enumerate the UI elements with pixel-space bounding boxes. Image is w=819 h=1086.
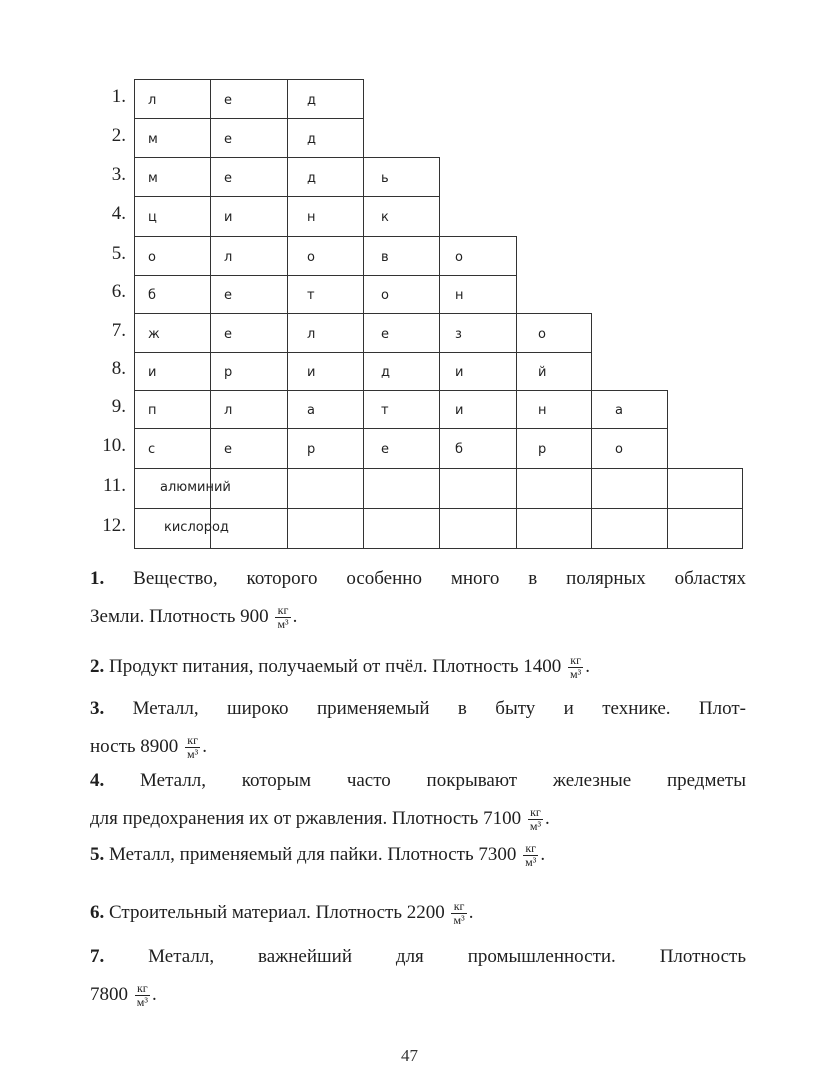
crossword-cell[interactable]	[134, 352, 211, 391]
crossword-cell[interactable]	[591, 390, 668, 429]
cell-letter: с	[148, 442, 156, 457]
cell-letter: д	[307, 92, 316, 108]
clue-line	[90, 762, 746, 800]
cell-letter: й	[538, 365, 547, 380]
cell-letter: л	[307, 326, 316, 342]
density-unit	[275, 604, 290, 631]
unit-numerator: кг	[451, 900, 466, 914]
density-unit	[135, 982, 150, 1009]
crossword-cell[interactable]	[439, 390, 517, 429]
cell-letter: и	[148, 365, 157, 380]
cell-word: алюминий	[160, 480, 231, 495]
clue-period: .	[202, 736, 207, 757]
crossword-cell[interactable]	[591, 508, 668, 549]
cell-letter: и	[224, 210, 233, 225]
cell-letter: п	[148, 403, 157, 418]
crossword-cell[interactable]	[287, 313, 364, 353]
row-number: 3.	[111, 163, 126, 185]
cell-letter: е	[224, 92, 232, 108]
unit-denominator: м³	[570, 667, 582, 682]
clue-line	[90, 560, 746, 598]
crossword-cell[interactable]	[287, 428, 364, 469]
cell-letter: о	[148, 249, 156, 265]
unit-numerator: кг	[275, 604, 290, 618]
row-number: 6.	[111, 281, 126, 302]
crossword-cell[interactable]	[439, 468, 517, 509]
unit-denominator: м³	[453, 913, 465, 928]
crossword-cell[interactable]	[287, 236, 364, 276]
clue-line	[90, 841, 546, 870]
density-unit	[523, 842, 538, 869]
clue-text: Вещество, которого особенно много в полярных областях	[133, 568, 747, 589]
clue-text: Металл, которым часто покрывают железные предметы	[140, 770, 746, 791]
crossword-cell[interactable]	[591, 428, 668, 469]
row-number: 9.	[111, 396, 126, 417]
crossword-cell[interactable]	[363, 157, 440, 197]
cell-letter: з	[455, 326, 462, 342]
crossword-cell[interactable]	[210, 390, 288, 429]
row-number: 11.	[102, 475, 126, 496]
unit-numerator: кг	[568, 654, 583, 668]
crossword-cell[interactable]	[287, 79, 364, 119]
clue-text: для предохранения их от ржавления. Плотность 7100	[90, 808, 522, 829]
unit-numerator: кг	[185, 734, 200, 748]
cell-letter: н	[538, 403, 547, 418]
cell-letter: о	[455, 249, 463, 265]
crossword-cell[interactable]	[210, 236, 288, 276]
cell-letter: л	[148, 92, 157, 108]
crossword-cell[interactable]	[287, 508, 364, 549]
crossword-cell[interactable]	[210, 352, 288, 391]
crossword-cell[interactable]	[363, 390, 440, 429]
crossword-cell[interactable]	[134, 157, 211, 197]
crossword-cell[interactable]	[439, 508, 517, 549]
row-number: 10.	[102, 435, 126, 456]
crossword-cell[interactable]	[134, 275, 211, 314]
clue	[90, 938, 746, 1014]
crossword-cell[interactable]	[287, 157, 364, 197]
clue-text: Металл, важнейший для промышленности. Плотность	[148, 946, 746, 967]
cell-letter: о	[307, 249, 315, 265]
crossword-cell[interactable]	[516, 352, 592, 391]
row-number: 8.	[111, 358, 126, 379]
clue-line	[90, 899, 474, 928]
crossword-cell[interactable]	[363, 196, 440, 237]
crossword-cell[interactable]	[439, 428, 517, 469]
unit-numerator: кг	[523, 842, 538, 856]
cell-letter: о	[381, 288, 389, 303]
density-unit	[185, 734, 200, 761]
cell-word: кислород	[164, 520, 229, 535]
unit-denominator: м³	[529, 819, 542, 834]
clue	[90, 836, 746, 874]
clue-period: .	[585, 656, 590, 677]
crossword-cell[interactable]	[210, 118, 288, 158]
crossword-cell[interactable]	[439, 236, 517, 276]
clue-period: .	[151, 984, 157, 1005]
clue-text: Продукт питания, получаемый от пчёл. Плотность 1400	[109, 656, 562, 677]
cell-letter: е	[224, 131, 232, 147]
crossword-cell[interactable]	[363, 428, 440, 469]
crossword-cell[interactable]	[439, 275, 517, 314]
cell-letter: е	[224, 288, 232, 303]
cell-letter: е	[224, 170, 232, 186]
cell-letter: и	[455, 403, 464, 418]
crossword-cell[interactable]	[439, 352, 517, 391]
cell-letter: о	[615, 442, 623, 457]
clue-line	[90, 981, 157, 1010]
crossword-cell[interactable]	[363, 236, 440, 276]
cell-letter: д	[307, 131, 316, 147]
crossword-cell[interactable]	[667, 508, 743, 549]
crossword-cell[interactable]	[287, 275, 364, 314]
clue-line	[90, 805, 550, 834]
clue-line	[90, 653, 590, 682]
clue-line	[90, 733, 207, 762]
cell-letter: е	[224, 326, 232, 342]
cell-letter: р	[538, 442, 547, 457]
cell-letter: л	[224, 403, 233, 418]
clue	[90, 690, 746, 766]
cell-letter: д	[307, 170, 316, 186]
crossword-cell[interactable]	[516, 428, 592, 469]
crossword-cell[interactable]	[363, 352, 440, 391]
row-number: 2.	[111, 124, 126, 146]
crossword-cell[interactable]	[516, 508, 592, 549]
cell-letter: и	[307, 365, 316, 380]
cell-letter: н	[307, 210, 316, 225]
cell-letter: т	[381, 403, 389, 418]
density-unit	[451, 900, 466, 927]
crossword-cell[interactable]	[287, 390, 364, 429]
crossword-cell[interactable]	[363, 508, 440, 549]
crossword-cell[interactable]	[134, 313, 211, 353]
clue	[90, 894, 746, 932]
crossword-cell[interactable]	[363, 313, 440, 353]
crossword-cell[interactable]	[134, 196, 211, 237]
row-number: 1.	[111, 85, 126, 107]
clue-number: 3.	[90, 698, 105, 719]
clue-text: ность 8900	[90, 736, 179, 757]
clue	[90, 762, 746, 838]
row-number: 4.	[111, 203, 126, 224]
cell-letter: м	[148, 170, 158, 186]
cell-letter: м	[148, 131, 158, 147]
crossword-cell[interactable]	[363, 468, 440, 509]
crossword-cell[interactable]	[287, 118, 364, 158]
crossword-cell[interactable]	[210, 157, 288, 197]
cell-letter: а	[615, 403, 623, 418]
unit-denominator: м³	[277, 617, 289, 632]
crossword-cell[interactable]	[210, 196, 288, 237]
clue-text: Земли. Плотность 900	[90, 606, 269, 627]
crossword-cell[interactable]	[134, 79, 211, 119]
cell-letter: в	[381, 249, 389, 265]
cell-letter: ж	[148, 326, 160, 342]
cell-letter: т	[307, 288, 315, 303]
clue-period: .	[540, 844, 546, 865]
crossword-cell[interactable]	[439, 313, 517, 353]
clue-line	[90, 938, 746, 976]
crossword-cell[interactable]	[287, 352, 364, 391]
crossword-cell[interactable]	[210, 275, 288, 314]
unit-denominator: м³	[136, 995, 148, 1010]
crossword-cell[interactable]	[516, 468, 592, 509]
cell-letter: б	[148, 288, 157, 303]
cell-letter: е	[381, 326, 389, 342]
cell-letter: и	[455, 365, 464, 380]
crossword-cell[interactable]	[591, 468, 668, 509]
density-unit	[528, 806, 543, 833]
unit-numerator: кг	[528, 806, 543, 820]
row-number: 7.	[111, 319, 126, 341]
cell-letter: б	[455, 442, 464, 457]
clue-line	[90, 603, 298, 632]
crossword-cell[interactable]	[363, 275, 440, 314]
cell-letter: е	[224, 442, 232, 457]
row-number: 12.	[102, 515, 126, 536]
crossword-cell[interactable]	[287, 196, 364, 237]
cell-letter: е	[381, 442, 389, 457]
clue	[90, 560, 746, 636]
clue-number: 4.	[90, 770, 105, 791]
unit-denominator: м³	[187, 747, 199, 762]
clue-period: .	[292, 606, 298, 627]
cell-letter: о	[538, 326, 546, 342]
cell-letter: а	[307, 403, 315, 418]
crossword-cell[interactable]	[134, 118, 211, 158]
clue-line	[90, 690, 746, 728]
clue-number: 1.	[90, 568, 105, 589]
crossword-cell[interactable]	[210, 79, 288, 119]
clue-period: .	[545, 808, 550, 829]
page-number: 47	[401, 1046, 418, 1065]
clue-number: 7.	[90, 946, 105, 967]
cell-letter: ь	[381, 170, 389, 186]
row-number: 5.	[111, 242, 126, 264]
clue-text: Строительный материал. Плотность 2200	[109, 902, 445, 923]
cell-letter: р	[307, 442, 316, 457]
clue-text: 7800	[90, 984, 128, 1005]
crossword-cell[interactable]	[667, 468, 743, 509]
cell-letter: д	[381, 365, 390, 380]
clue-period: .	[468, 902, 474, 923]
crossword-cell[interactable]	[134, 236, 211, 276]
crossword-cell[interactable]	[516, 313, 592, 353]
crossword-cell[interactable]	[210, 428, 288, 469]
crossword-cell[interactable]	[287, 468, 364, 509]
unit-denominator: м³	[525, 855, 537, 870]
cell-letter: ц	[148, 210, 157, 225]
crossword-cell[interactable]	[210, 313, 288, 353]
crossword-cell[interactable]	[516, 390, 592, 429]
clue-number: 2.	[90, 656, 105, 677]
density-unit	[568, 654, 583, 681]
clue-number: 6.	[90, 902, 105, 923]
clue-text: Металл, широко применяемый в быту и технике. Плот-	[132, 698, 746, 719]
cell-letter: р	[224, 365, 233, 380]
clue-number: 5.	[90, 844, 105, 865]
clue	[90, 648, 746, 686]
cell-letter: л	[224, 249, 233, 265]
crossword-cell[interactable]	[134, 428, 211, 469]
clue-text: Металл, применяемый для пайки. Плотность 7300	[109, 844, 517, 865]
crossword-cell[interactable]	[134, 390, 211, 429]
cell-letter: н	[455, 288, 464, 303]
unit-numerator: кг	[135, 982, 150, 996]
cell-letter: к	[381, 210, 389, 225]
